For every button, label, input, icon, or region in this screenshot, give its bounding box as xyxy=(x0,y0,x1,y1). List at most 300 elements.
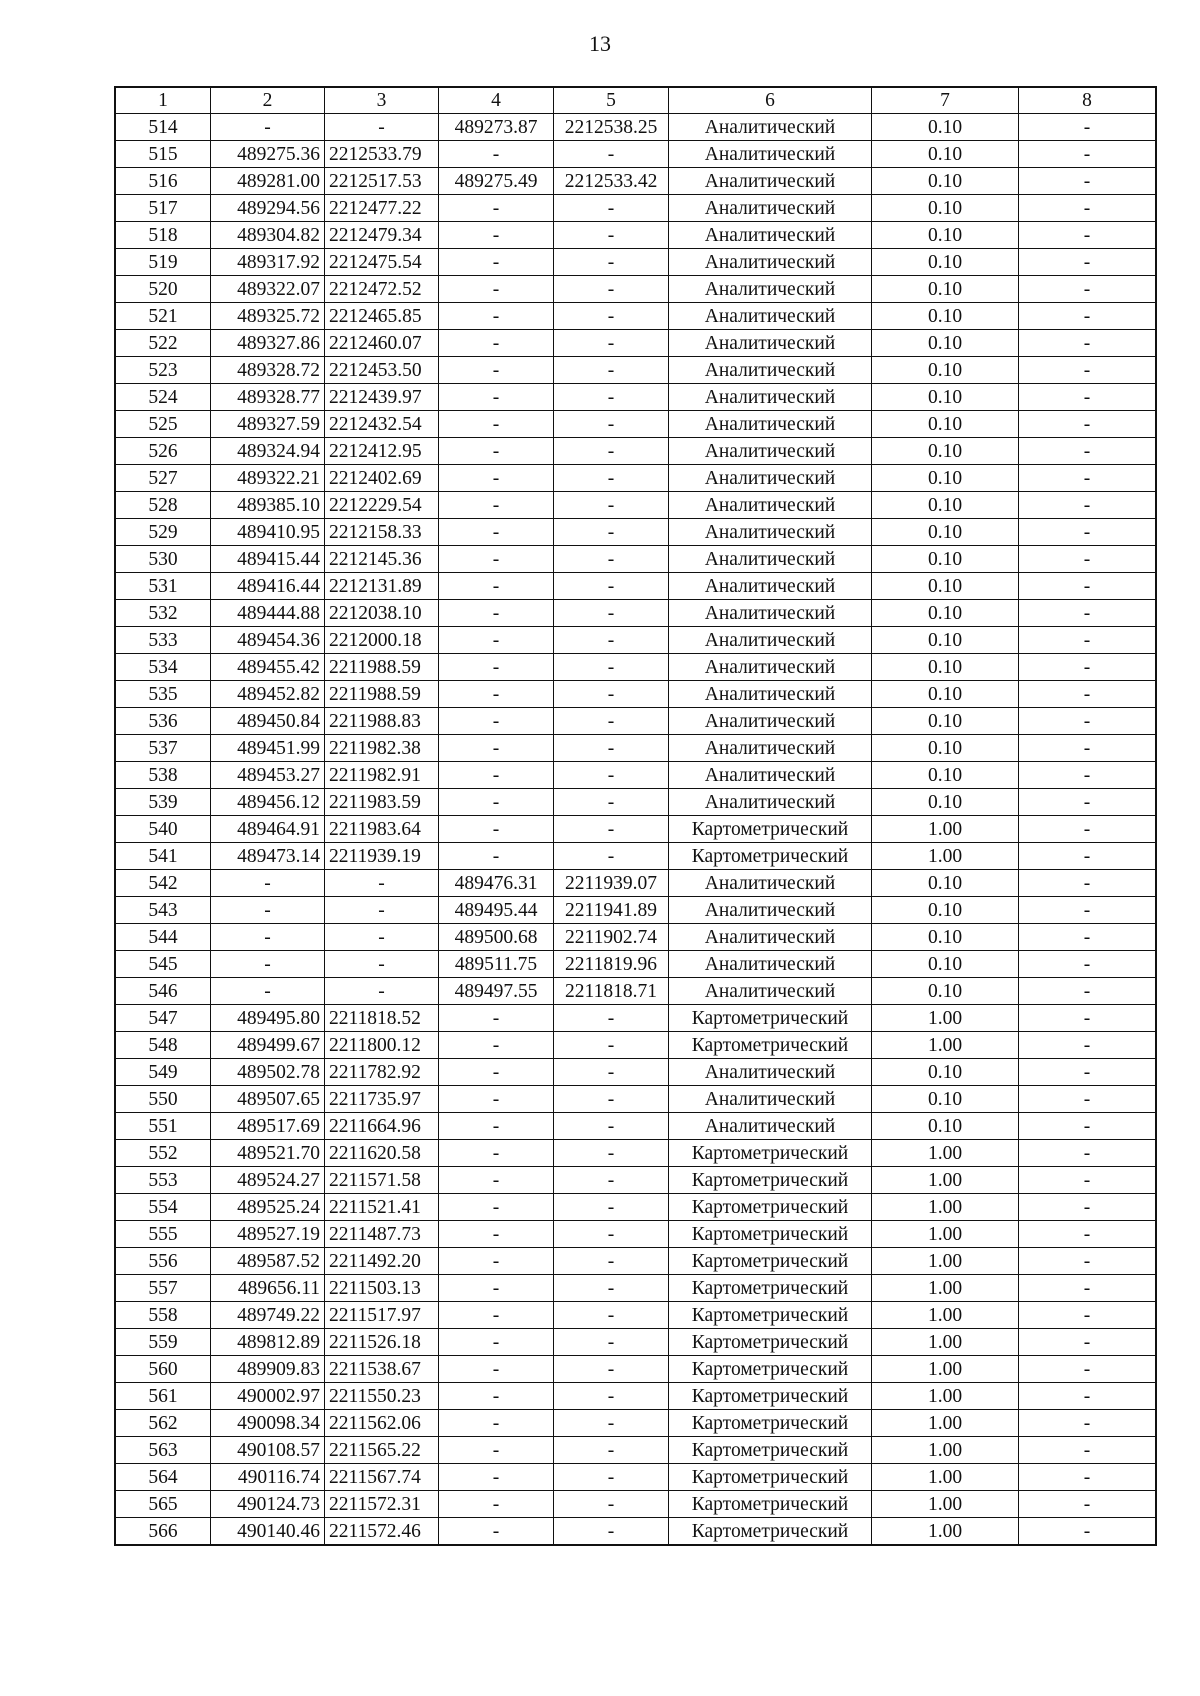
cell-accuracy: 0.10 xyxy=(872,114,1019,141)
table-row xyxy=(115,222,1156,249)
cell-accuracy: 0.10 xyxy=(872,1113,1019,1140)
table-row xyxy=(115,276,1156,303)
cell-accuracy: 0.10 xyxy=(872,519,1019,546)
cell-method: Аналитический xyxy=(669,627,872,654)
cell-y-coordinate: 2211521.41 xyxy=(325,1194,439,1221)
cell-method: Картометрический xyxy=(669,1518,872,1546)
cell-x-coordinate: 489524.27 xyxy=(211,1167,325,1194)
cell-method: Аналитический xyxy=(669,1113,872,1140)
cell-y-coordinate-alt: - xyxy=(554,1113,669,1140)
table-row xyxy=(115,1437,1156,1464)
cell-y-coordinate-alt: - xyxy=(554,1410,669,1437)
cell-note: - xyxy=(1019,438,1157,465)
cell-y-coordinate-alt: - xyxy=(554,519,669,546)
table-row xyxy=(115,1167,1156,1194)
table-row xyxy=(115,1491,1156,1518)
cell-method: Аналитический xyxy=(669,600,872,627)
cell-note: - xyxy=(1019,195,1157,222)
cell-x-coordinate: 489473.14 xyxy=(211,843,325,870)
cell-accuracy: 1.00 xyxy=(872,1491,1019,1518)
cell-x-coordinate-alt: - xyxy=(439,843,554,870)
cell-note: - xyxy=(1019,1518,1157,1546)
cell-x-coordinate: 490108.57 xyxy=(211,1437,325,1464)
cell-note: - xyxy=(1019,1302,1157,1329)
cell-method: Аналитический xyxy=(669,951,872,978)
cell-y-coordinate: 2212131.89 xyxy=(325,573,439,600)
cell-note: - xyxy=(1019,357,1157,384)
cell-x-coordinate-alt: - xyxy=(439,708,554,735)
table-row xyxy=(115,249,1156,276)
cell-y-coordinate-alt: - xyxy=(554,1005,669,1032)
column-header-1: 1 xyxy=(115,87,211,114)
table-row xyxy=(115,951,1156,978)
cell-method: Аналитический xyxy=(669,573,872,600)
cell-x-coordinate: 490098.34 xyxy=(211,1410,325,1437)
cell-y-coordinate-alt: - xyxy=(554,843,669,870)
cell-note: - xyxy=(1019,519,1157,546)
cell-point-number: 556 xyxy=(115,1248,211,1275)
cell-y-coordinate-alt: - xyxy=(554,816,669,843)
cell-accuracy: 0.10 xyxy=(872,924,1019,951)
cell-y-coordinate-alt: - xyxy=(554,1086,669,1113)
cell-x-coordinate-alt: - xyxy=(439,1005,554,1032)
cell-point-number: 553 xyxy=(115,1167,211,1194)
cell-x-coordinate: 489328.77 xyxy=(211,384,325,411)
cell-x-coordinate-alt: - xyxy=(439,681,554,708)
cell-note: - xyxy=(1019,1410,1157,1437)
cell-accuracy: 1.00 xyxy=(872,1032,1019,1059)
cell-y-coordinate-alt: - xyxy=(554,708,669,735)
cell-x-coordinate: 489317.92 xyxy=(211,249,325,276)
cell-x-coordinate: 489464.91 xyxy=(211,816,325,843)
cell-note: - xyxy=(1019,1032,1157,1059)
cell-x-coordinate-alt: - xyxy=(439,1032,554,1059)
table-row xyxy=(115,897,1156,924)
cell-x-coordinate: 490140.46 xyxy=(211,1518,325,1546)
cell-note: - xyxy=(1019,600,1157,627)
table-row xyxy=(115,465,1156,492)
cell-note: - xyxy=(1019,249,1157,276)
cell-x-coordinate: 489444.88 xyxy=(211,600,325,627)
cell-accuracy: 0.10 xyxy=(872,897,1019,924)
cell-note: - xyxy=(1019,141,1157,168)
cell-x-coordinate: - xyxy=(211,870,325,897)
cell-y-coordinate: 2211988.59 xyxy=(325,654,439,681)
cell-y-coordinate-alt: - xyxy=(554,1059,669,1086)
column-header-6: 6 xyxy=(669,87,872,114)
cell-x-coordinate-alt: - xyxy=(439,519,554,546)
cell-x-coordinate: 489587.52 xyxy=(211,1248,325,1275)
cell-method: Аналитический xyxy=(669,708,872,735)
cell-y-coordinate: 2212158.33 xyxy=(325,519,439,546)
cell-point-number: 533 xyxy=(115,627,211,654)
cell-y-coordinate: 2211571.58 xyxy=(325,1167,439,1194)
cell-y-coordinate-alt: - xyxy=(554,276,669,303)
cell-x-coordinate: 489322.07 xyxy=(211,276,325,303)
cell-x-coordinate-alt: - xyxy=(439,1248,554,1275)
cell-y-coordinate: 2211492.20 xyxy=(325,1248,439,1275)
cell-point-number: 520 xyxy=(115,276,211,303)
cell-x-coordinate-alt: - xyxy=(439,222,554,249)
cell-accuracy: 1.00 xyxy=(872,1518,1019,1546)
table-row xyxy=(115,762,1156,789)
cell-method: Картометрический xyxy=(669,1437,872,1464)
cell-accuracy: 1.00 xyxy=(872,1464,1019,1491)
cell-method: Картометрический xyxy=(669,1410,872,1437)
table-row xyxy=(115,843,1156,870)
cell-y-coordinate-alt: 2211819.96 xyxy=(554,951,669,978)
cell-x-coordinate-alt: - xyxy=(439,1167,554,1194)
cell-x-coordinate-alt: 489495.44 xyxy=(439,897,554,924)
cell-y-coordinate-alt: - xyxy=(554,222,669,249)
cell-method: Аналитический xyxy=(669,654,872,681)
cell-y-coordinate-alt: - xyxy=(554,1464,669,1491)
cell-method: Аналитический xyxy=(669,438,872,465)
cell-point-number: 551 xyxy=(115,1113,211,1140)
cell-y-coordinate: 2212402.69 xyxy=(325,465,439,492)
cell-method: Аналитический xyxy=(669,195,872,222)
cell-method: Картометрический xyxy=(669,1275,872,1302)
cell-point-number: 525 xyxy=(115,411,211,438)
cell-x-coordinate-alt: - xyxy=(439,1059,554,1086)
cell-x-coordinate: 489275.36 xyxy=(211,141,325,168)
cell-accuracy: 0.10 xyxy=(872,357,1019,384)
table-row xyxy=(115,600,1156,627)
cell-y-coordinate: - xyxy=(325,924,439,951)
cell-x-coordinate: 489450.84 xyxy=(211,708,325,735)
cell-x-coordinate-alt: 489476.31 xyxy=(439,870,554,897)
table-row xyxy=(115,978,1156,1005)
table-row xyxy=(115,1275,1156,1302)
cell-x-coordinate-alt: - xyxy=(439,1302,554,1329)
cell-note: - xyxy=(1019,627,1157,654)
cell-y-coordinate: 2212000.18 xyxy=(325,627,439,654)
cell-note: - xyxy=(1019,168,1157,195)
cell-y-coordinate-alt: - xyxy=(554,384,669,411)
cell-y-coordinate: 2212412.95 xyxy=(325,438,439,465)
cell-accuracy: 0.10 xyxy=(872,681,1019,708)
table-header-row xyxy=(115,87,1156,114)
cell-y-coordinate-alt: - xyxy=(554,465,669,492)
cell-y-coordinate-alt: - xyxy=(554,1140,669,1167)
cell-accuracy: 1.00 xyxy=(872,1248,1019,1275)
cell-y-coordinate: 2212432.54 xyxy=(325,411,439,438)
cell-y-coordinate: 2211620.58 xyxy=(325,1140,439,1167)
cell-accuracy: 0.10 xyxy=(872,870,1019,897)
cell-point-number: 549 xyxy=(115,1059,211,1086)
cell-x-coordinate-alt: - xyxy=(439,1491,554,1518)
cell-point-number: 537 xyxy=(115,735,211,762)
cell-accuracy: 0.10 xyxy=(872,411,1019,438)
cell-method: Аналитический xyxy=(669,681,872,708)
table-row xyxy=(115,1410,1156,1437)
cell-y-coordinate: 2211550.23 xyxy=(325,1383,439,1410)
cell-y-coordinate-alt: - xyxy=(554,681,669,708)
cell-y-coordinate-alt: - xyxy=(554,411,669,438)
cell-x-coordinate-alt: - xyxy=(439,1410,554,1437)
cell-method: Картометрический xyxy=(669,1329,872,1356)
cell-accuracy: 0.10 xyxy=(872,384,1019,411)
cell-accuracy: 0.10 xyxy=(872,978,1019,1005)
cell-x-coordinate: 489327.86 xyxy=(211,330,325,357)
cell-accuracy: 0.10 xyxy=(872,708,1019,735)
cell-note: - xyxy=(1019,546,1157,573)
cell-y-coordinate: - xyxy=(325,978,439,1005)
table-row xyxy=(115,1005,1156,1032)
cell-x-coordinate: - xyxy=(211,951,325,978)
table-row xyxy=(115,438,1156,465)
table-row xyxy=(115,924,1156,951)
table-row xyxy=(115,735,1156,762)
cell-y-coordinate-alt: - xyxy=(554,1383,669,1410)
cell-point-number: 536 xyxy=(115,708,211,735)
cell-accuracy: 1.00 xyxy=(872,843,1019,870)
cell-accuracy: 0.10 xyxy=(872,1086,1019,1113)
cell-accuracy: 1.00 xyxy=(872,1437,1019,1464)
table-body xyxy=(115,87,1156,1545)
cell-method: Картометрический xyxy=(669,1356,872,1383)
cell-y-coordinate-alt: - xyxy=(554,357,669,384)
cell-method: Аналитический xyxy=(669,303,872,330)
cell-x-coordinate-alt: - xyxy=(439,276,554,303)
cell-y-coordinate-alt: - xyxy=(554,546,669,573)
table-row xyxy=(115,1248,1156,1275)
cell-method: Картометрический xyxy=(669,1005,872,1032)
page-number: 13 xyxy=(589,31,611,56)
cell-point-number: 516 xyxy=(115,168,211,195)
cell-point-number: 559 xyxy=(115,1329,211,1356)
cell-point-number: 539 xyxy=(115,789,211,816)
cell-point-number: 543 xyxy=(115,897,211,924)
cell-y-coordinate-alt: - xyxy=(554,1032,669,1059)
cell-y-coordinate-alt: - xyxy=(554,1194,669,1221)
cell-accuracy: 0.10 xyxy=(872,654,1019,681)
cell-x-coordinate-alt: - xyxy=(439,1437,554,1464)
cell-y-coordinate: 2211988.59 xyxy=(325,681,439,708)
cell-y-coordinate-alt: - xyxy=(554,789,669,816)
cell-x-coordinate: - xyxy=(211,924,325,951)
cell-method: Аналитический xyxy=(669,168,872,195)
cell-y-coordinate-alt: - xyxy=(554,600,669,627)
cell-method: Аналитический xyxy=(669,789,872,816)
cell-point-number: 545 xyxy=(115,951,211,978)
cell-y-coordinate-alt: - xyxy=(554,1356,669,1383)
cell-note: - xyxy=(1019,1194,1157,1221)
cell-x-coordinate: 489416.44 xyxy=(211,573,325,600)
table-row xyxy=(115,519,1156,546)
cell-y-coordinate: 2211782.92 xyxy=(325,1059,439,1086)
cell-accuracy: 0.10 xyxy=(872,627,1019,654)
column-header-4: 4 xyxy=(439,87,554,114)
cell-x-coordinate-alt: - xyxy=(439,1275,554,1302)
cell-note: - xyxy=(1019,762,1157,789)
cell-note: - xyxy=(1019,816,1157,843)
cell-point-number: 522 xyxy=(115,330,211,357)
cell-y-coordinate-alt: 2212538.25 xyxy=(554,114,669,141)
table-row xyxy=(115,168,1156,195)
cell-note: - xyxy=(1019,1059,1157,1086)
cell-accuracy: 0.10 xyxy=(872,276,1019,303)
cell-point-number: 554 xyxy=(115,1194,211,1221)
cell-y-coordinate-alt: - xyxy=(554,249,669,276)
cell-y-coordinate: 2212460.07 xyxy=(325,330,439,357)
cell-method: Аналитический xyxy=(669,492,872,519)
table-row xyxy=(115,1383,1156,1410)
cell-x-coordinate: 489521.70 xyxy=(211,1140,325,1167)
cell-accuracy: 0.10 xyxy=(872,573,1019,600)
cell-x-coordinate-alt: - xyxy=(439,1221,554,1248)
cell-point-number: 544 xyxy=(115,924,211,951)
cell-y-coordinate: - xyxy=(325,897,439,924)
cell-note: - xyxy=(1019,1086,1157,1113)
cell-point-number: 564 xyxy=(115,1464,211,1491)
cell-method: Картометрический xyxy=(669,1032,872,1059)
cell-y-coordinate-alt: - xyxy=(554,330,669,357)
cell-y-coordinate: 2212533.79 xyxy=(325,141,439,168)
table-row xyxy=(115,1113,1156,1140)
cell-x-coordinate: 489812.89 xyxy=(211,1329,325,1356)
cell-point-number: 519 xyxy=(115,249,211,276)
cell-method: Аналитический xyxy=(669,141,872,168)
cell-method: Аналитический xyxy=(669,1086,872,1113)
cell-x-coordinate: 489322.21 xyxy=(211,465,325,492)
cell-x-coordinate: 489909.83 xyxy=(211,1356,325,1383)
cell-accuracy: 0.10 xyxy=(872,438,1019,465)
cell-point-number: 531 xyxy=(115,573,211,600)
cell-accuracy: 0.10 xyxy=(872,600,1019,627)
cell-method: Аналитический xyxy=(669,924,872,951)
cell-y-coordinate-alt: - xyxy=(554,627,669,654)
cell-y-coordinate: 2211983.59 xyxy=(325,789,439,816)
cell-x-coordinate: 489502.78 xyxy=(211,1059,325,1086)
cell-x-coordinate: 489517.69 xyxy=(211,1113,325,1140)
cell-y-coordinate: 2211982.91 xyxy=(325,762,439,789)
cell-y-coordinate: 2211487.73 xyxy=(325,1221,439,1248)
cell-method: Аналитический xyxy=(669,222,872,249)
cell-x-coordinate-alt: - xyxy=(439,1383,554,1410)
cell-point-number: 547 xyxy=(115,1005,211,1032)
cell-note: - xyxy=(1019,1167,1157,1194)
table-row xyxy=(115,114,1156,141)
cell-accuracy: 1.00 xyxy=(872,1275,1019,1302)
cell-accuracy: 1.00 xyxy=(872,1167,1019,1194)
cell-y-coordinate: 2212229.54 xyxy=(325,492,439,519)
cell-y-coordinate: 2211818.52 xyxy=(325,1005,439,1032)
cell-note: - xyxy=(1019,1491,1157,1518)
cell-accuracy: 0.10 xyxy=(872,762,1019,789)
cell-y-coordinate: - xyxy=(325,114,439,141)
cell-point-number: 524 xyxy=(115,384,211,411)
cell-y-coordinate-alt: - xyxy=(554,195,669,222)
cell-note: - xyxy=(1019,303,1157,330)
cell-accuracy: 0.10 xyxy=(872,222,1019,249)
table-row xyxy=(115,384,1156,411)
cell-x-coordinate-alt: - xyxy=(439,735,554,762)
column-header-8: 8 xyxy=(1019,87,1157,114)
cell-x-coordinate: - xyxy=(211,114,325,141)
cell-x-coordinate-alt: - xyxy=(439,600,554,627)
cell-y-coordinate: 2212145.36 xyxy=(325,546,439,573)
cell-accuracy: 0.10 xyxy=(872,141,1019,168)
cell-x-coordinate-alt: - xyxy=(439,1194,554,1221)
cell-note: - xyxy=(1019,951,1157,978)
cell-point-number: 557 xyxy=(115,1275,211,1302)
cell-note: - xyxy=(1019,735,1157,762)
cell-note: - xyxy=(1019,1113,1157,1140)
cell-note: - xyxy=(1019,330,1157,357)
table-row xyxy=(115,546,1156,573)
cell-x-coordinate-alt: 489500.68 xyxy=(439,924,554,951)
cell-x-coordinate: 489454.36 xyxy=(211,627,325,654)
cell-note: - xyxy=(1019,1356,1157,1383)
cell-note: - xyxy=(1019,276,1157,303)
table-row xyxy=(115,654,1156,681)
cell-y-coordinate: 2211572.46 xyxy=(325,1518,439,1546)
cell-x-coordinate-alt: - xyxy=(439,195,554,222)
cell-x-coordinate-alt: - xyxy=(439,303,554,330)
cell-y-coordinate: 2211517.97 xyxy=(325,1302,439,1329)
cell-x-coordinate: 489456.12 xyxy=(211,789,325,816)
cell-note: - xyxy=(1019,924,1157,951)
cell-y-coordinate: 2211982.38 xyxy=(325,735,439,762)
cell-y-coordinate: 2212465.85 xyxy=(325,303,439,330)
table-row xyxy=(115,816,1156,843)
table-row xyxy=(115,330,1156,357)
cell-y-coordinate-alt: - xyxy=(554,1275,669,1302)
cell-y-coordinate: 2211538.67 xyxy=(325,1356,439,1383)
cell-y-coordinate-alt: - xyxy=(554,654,669,681)
cell-x-coordinate: 489749.22 xyxy=(211,1302,325,1329)
cell-y-coordinate: 2211565.22 xyxy=(325,1437,439,1464)
cell-point-number: 555 xyxy=(115,1221,211,1248)
cell-x-coordinate: 489527.19 xyxy=(211,1221,325,1248)
cell-x-coordinate: 489294.56 xyxy=(211,195,325,222)
cell-method: Аналитический xyxy=(669,276,872,303)
cell-y-coordinate-alt: - xyxy=(554,573,669,600)
cell-x-coordinate: 489325.72 xyxy=(211,303,325,330)
cell-y-coordinate: 2211562.06 xyxy=(325,1410,439,1437)
cell-note: - xyxy=(1019,492,1157,519)
cell-method: Картометрический xyxy=(669,1167,872,1194)
cell-x-coordinate-alt: - xyxy=(439,1518,554,1546)
cell-x-coordinate-alt: - xyxy=(439,1329,554,1356)
cell-note: - xyxy=(1019,1383,1157,1410)
cell-point-number: 565 xyxy=(115,1491,211,1518)
cell-accuracy: 0.10 xyxy=(872,735,1019,762)
cell-y-coordinate-alt: 2211818.71 xyxy=(554,978,669,1005)
cell-accuracy: 1.00 xyxy=(872,1302,1019,1329)
cell-x-coordinate: 489455.42 xyxy=(211,654,325,681)
table-row xyxy=(115,1464,1156,1491)
table-row xyxy=(115,627,1156,654)
coordinates-table xyxy=(114,86,1157,1546)
table-row xyxy=(115,492,1156,519)
cell-point-number: 552 xyxy=(115,1140,211,1167)
cell-method: Аналитический xyxy=(669,357,872,384)
cell-x-coordinate-alt: - xyxy=(439,627,554,654)
cell-x-coordinate-alt: 489511.75 xyxy=(439,951,554,978)
cell-x-coordinate: 489328.72 xyxy=(211,357,325,384)
cell-point-number: 541 xyxy=(115,843,211,870)
cell-method: Аналитический xyxy=(669,762,872,789)
table-row xyxy=(115,1140,1156,1167)
cell-method: Аналитический xyxy=(669,1059,872,1086)
cell-y-coordinate-alt: - xyxy=(554,1302,669,1329)
cell-point-number: 558 xyxy=(115,1302,211,1329)
cell-accuracy: 1.00 xyxy=(872,1194,1019,1221)
cell-y-coordinate: - xyxy=(325,870,439,897)
column-header-7: 7 xyxy=(872,87,1019,114)
